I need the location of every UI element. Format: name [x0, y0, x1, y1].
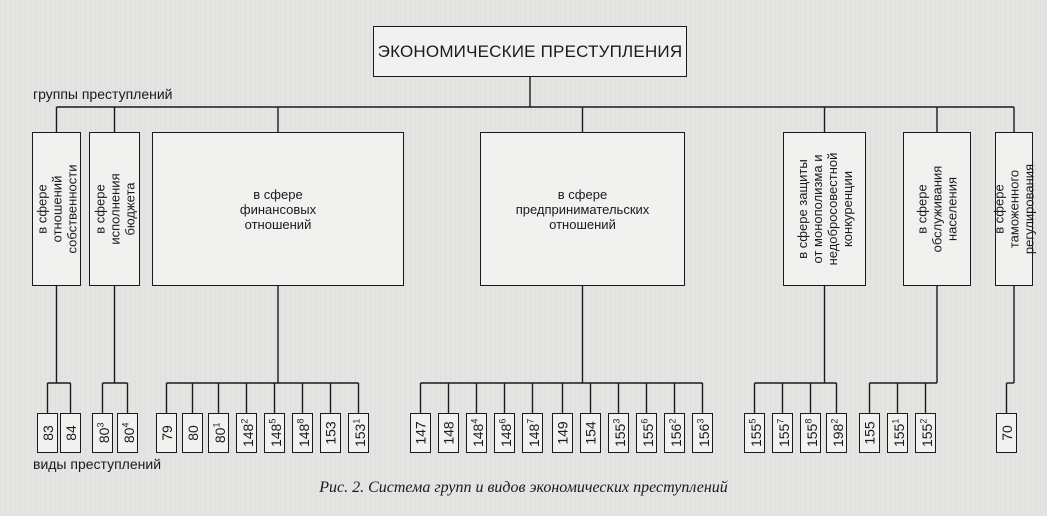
crime-type-box [117, 413, 138, 453]
crime-type-box [208, 413, 229, 453]
crime-article-number [442, 421, 456, 444]
group-label: в сфере предпринимательских отношений [515, 186, 650, 232]
crime-article-number [802, 419, 820, 447]
article-superscript: 3 [611, 418, 622, 424]
article-base: 153 [352, 423, 369, 448]
crime-type-box [826, 413, 847, 453]
article-superscript: 7 [775, 418, 786, 424]
article-base: 148 [268, 423, 285, 448]
crime-article-number [524, 419, 542, 447]
article-superscript: 5 [747, 418, 758, 424]
article-base: 148 [296, 423, 313, 448]
crime-type-box [552, 413, 573, 453]
crime-type-box [37, 413, 58, 453]
group-box-3 [152, 132, 404, 286]
article-base: 155 [640, 423, 657, 448]
crime-type-box [744, 413, 765, 453]
group-label: в сфере обслуживания населения [914, 165, 960, 253]
crime-type-box [236, 413, 257, 453]
group-box-5 [783, 132, 866, 286]
crime-type-box [692, 413, 713, 453]
crime-type-box [60, 413, 81, 453]
article-base: 148 [526, 423, 543, 448]
article-base: 147 [412, 421, 429, 445]
crime-article-number [774, 419, 792, 447]
article-superscript: 8 [803, 418, 814, 424]
crime-article-number [610, 419, 628, 447]
article-superscript: 2 [829, 418, 840, 424]
crime-type-box [348, 413, 369, 453]
crime-type-box [438, 413, 459, 453]
crime-type-box [466, 413, 487, 453]
article-base: 80 [184, 425, 201, 441]
types-label: виды преступлений [33, 456, 162, 472]
article-base: 155 [804, 423, 821, 448]
article-base: 84 [62, 425, 79, 441]
crime-article-number [324, 421, 338, 444]
crime-type-box [996, 413, 1017, 453]
figure-caption: Рис. 2. Система групп и видов экономических преступлений [319, 479, 728, 496]
group-box-7 [991, 132, 1037, 286]
article-base: 148 [470, 423, 487, 448]
article-base: 156 [668, 423, 685, 448]
article-superscript: 1 [890, 418, 901, 424]
article-base: 153 [322, 421, 339, 445]
crime-article-number [185, 425, 199, 441]
crime-article-number [414, 421, 428, 444]
group-label: в сфере финансовых отношений [239, 186, 317, 232]
crime-article-number [917, 419, 935, 447]
crime-type-box [887, 413, 908, 453]
crime-type-box [410, 413, 431, 453]
crime-article-number [294, 419, 312, 447]
article-base: 156 [696, 423, 713, 448]
crime-type-box [292, 413, 313, 453]
crime-article-number [119, 423, 137, 444]
article-base: 148 [240, 423, 257, 448]
groups-label: группы преступлений [33, 86, 173, 102]
article-superscript: 3 [95, 422, 106, 428]
crime-article-number [638, 419, 656, 447]
crime-type-box [264, 413, 285, 453]
article-base: 155 [612, 423, 629, 448]
crime-type-box [494, 413, 515, 453]
root-box [373, 26, 687, 77]
article-base: 83 [39, 425, 56, 441]
article-superscript: 6 [497, 418, 508, 424]
article-superscript: 2 [667, 418, 678, 424]
crime-article-number [746, 419, 764, 447]
crime-article-number [999, 425, 1013, 441]
article-superscript: 5 [267, 418, 278, 424]
crime-article-number [63, 425, 77, 441]
crime-article-number [266, 419, 284, 447]
crime-type-box [92, 413, 113, 453]
article-superscript: 7 [525, 418, 536, 424]
article-base: 148 [498, 423, 515, 448]
crime-article-number [40, 425, 54, 441]
crime-article-number [863, 421, 877, 444]
root-title: ЭКОНОМИЧЕСКИЕ ПРЕСТУПЛЕНИЯ [377, 41, 683, 61]
crime-type-box [636, 413, 657, 453]
article-base: 155 [861, 421, 878, 445]
crime-article-number [496, 419, 514, 447]
article-superscript: 2 [239, 418, 250, 424]
article-base: 79 [158, 425, 175, 441]
article-base: 80 [96, 427, 113, 444]
article-base: 155 [776, 423, 793, 448]
article-base: 149 [554, 421, 571, 445]
article-superscript: 8 [295, 418, 306, 424]
crime-type-box [859, 413, 880, 453]
article-base: 198 [830, 423, 847, 448]
crime-article-number [350, 419, 368, 447]
article-superscript: 2 [918, 418, 929, 424]
group-box-4 [480, 132, 685, 286]
article-base: 80 [212, 427, 229, 444]
crime-article-number [159, 425, 173, 441]
crime-article-number [584, 421, 598, 444]
crime-type-box [915, 413, 936, 453]
article-base: 80 [121, 427, 138, 444]
group-label: в сфере исполнения бюджета [92, 173, 137, 245]
crime-article-number [238, 419, 256, 447]
article-superscript: 1 [351, 418, 362, 424]
crime-type-box [772, 413, 793, 453]
crime-article-number [94, 423, 112, 444]
crime-article-number [210, 423, 228, 444]
group-label: в сфере таможенного регулирования [991, 163, 1037, 255]
crime-type-box [664, 413, 685, 453]
crime-type-box [156, 413, 177, 453]
group-box-6 [903, 132, 971, 286]
article-superscript: 4 [120, 422, 131, 428]
group-box-2 [89, 132, 140, 286]
article-base: 70 [998, 425, 1015, 441]
article-base: 155 [891, 423, 908, 448]
crime-article-number [828, 419, 846, 447]
group-box-1 [32, 132, 81, 286]
article-superscript: 1 [211, 422, 222, 428]
crime-type-box [580, 413, 601, 453]
group-label: в сфере отношений собственности [34, 164, 79, 254]
crime-article-number [556, 421, 570, 444]
article-superscript: 3 [695, 418, 706, 424]
crime-article-number [889, 419, 907, 447]
group-label: в сфере защиты от монополизма и недобросовестной конкуренции [794, 152, 855, 266]
crime-type-box [800, 413, 821, 453]
article-superscript: 4 [469, 418, 480, 424]
crime-type-box [182, 413, 203, 453]
article-base: 154 [582, 421, 599, 445]
crime-article-number [666, 419, 684, 447]
article-base: 155 [919, 423, 936, 448]
article-base: 148 [440, 421, 457, 445]
crime-article-number [694, 419, 712, 447]
crime-type-box [522, 413, 543, 453]
crime-type-box [608, 413, 629, 453]
article-superscript: 6 [639, 418, 650, 424]
article-base: 155 [748, 423, 765, 448]
crime-type-box [320, 413, 341, 453]
crime-article-number [468, 419, 486, 447]
